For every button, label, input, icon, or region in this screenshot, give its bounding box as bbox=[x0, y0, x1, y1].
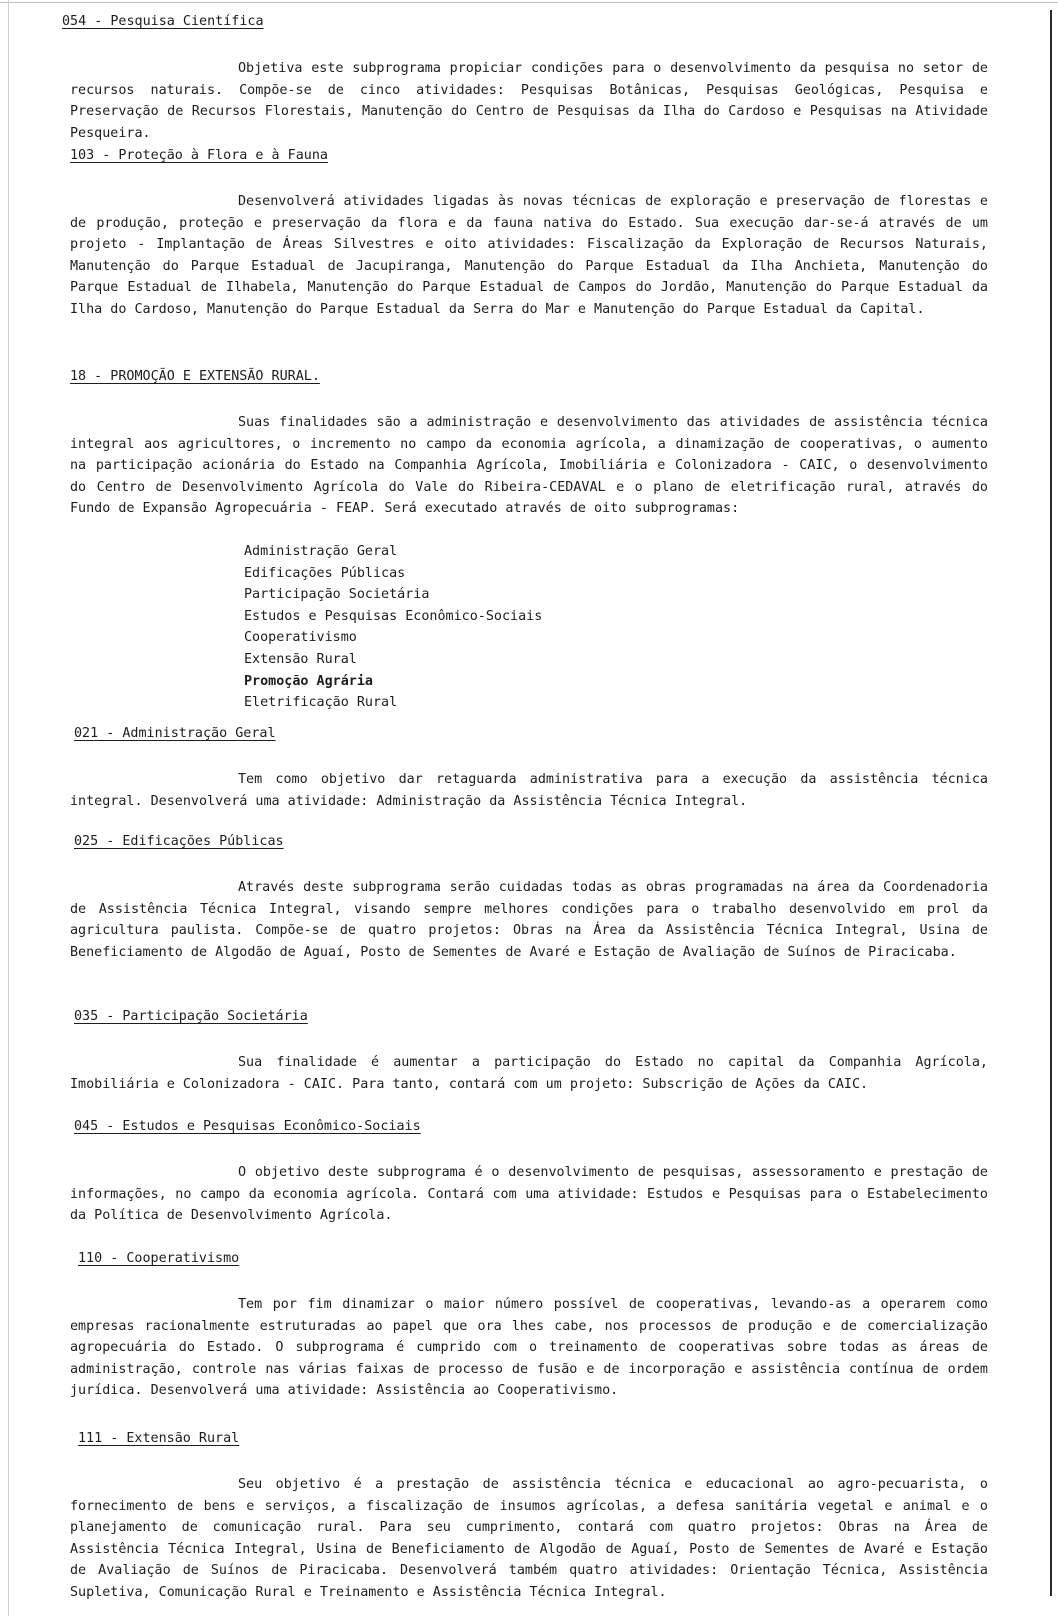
top-border-line bbox=[0, 2, 1058, 3]
section-heading-035: 035 - Participação Societária bbox=[74, 1009, 308, 1024]
section-heading-045: 045 - Estudos e Pesquisas Econômico-Sociais bbox=[74, 1119, 421, 1134]
section-heading-054: 054 - Pesquisa Científica bbox=[62, 14, 264, 29]
section-heading-021: 021 - Administração Geral bbox=[74, 726, 276, 741]
section-heading-103: 103 - Proteção à Flora e à Fauna bbox=[70, 148, 328, 163]
list-item: Cooperativismo bbox=[244, 630, 357, 646]
section-heading-111: 111 - Extensão Rural bbox=[78, 1431, 240, 1446]
section-text-025: Através deste subprograma serão cuidadas todas as obras programadas na área da Coordenadoria de Assistência Técnica Integral, visando sempre melhores condições para o trabalho desenvolvido em prol da agricultura paulista. Compõe-se de quatro projetos: Obras na Área da Assistência Técnica Integral, Usina de Beneficiamento de Algodão de Aguaí, Posto de Sementes de Avaré e Estação de Avaliação de Suínos de Piracicaba. bbox=[70, 880, 988, 960]
section-heading-110: 110 - Cooperativismo bbox=[78, 1251, 240, 1266]
left-border-line bbox=[8, 0, 9, 1616]
section-text-054: Objetiva este subprograma propiciar condições para o desenvolvimento da pesquisa no setor de recursos naturais. Compõe-se de cinco atividades: Pesquisas Botânicas, Pesquisas Geológicas, Pesquisa e Preservação de Recursos Florestais, Manutenção do Centro de Pesquisas da Ilha do Cardoso e Pesquisas na Atividade Pesqueira. bbox=[70, 61, 988, 141]
subprogram-list bbox=[244, 541, 542, 714]
section-text-110: Tem por fim dinamizar o maior número possível de cooperativas, levando-as a operarem como empresas racionalmente estruturadas ao papel que ora lhes cabe, nos processos de produção e de comercialização agropecuária do Estado. O subprograma é cumprido com o treinamento de cooperativas sobre todas as áreas de administração, controle nas várias faixas de processo de fusão e de incorporação e assistência contínua de ordem jurídica. Desenvolverá uma atividade: Assistência ao Cooperativismo. bbox=[70, 1297, 988, 1399]
list-item: Eletrificação Rural bbox=[244, 695, 398, 711]
section-text-021: Tem como objetivo dar retaguarda administrativa para a execução da assistência técnica integral. Desenvolverá uma atividade: Administração da Assistência Técnica Integral. bbox=[70, 772, 988, 809]
section-text-18: Suas finalidades são a administração e desenvolvimento das atividades de assistência técnica integral aos agricultores, o incremento no campo da economia agrícola, a dinamização de cooperativas, o aumento na participação acionária do Estado na Companhia Agrícola, Imobiliária e Colonizadora - CAIC, o desenvolvimento do Centro de Desenvolvimento Agrícola do Vale do Ribeira-CEDAVAL e o plano de eletrificação rural, através do Fundo de Expansão Agropecuária - FEAP. Será executado através de oito subprogramas: bbox=[70, 415, 988, 517]
list-item: Promoção Agrária bbox=[244, 673, 373, 689]
list-item: Estudos e Pesquisas Econômico-Sociais bbox=[244, 608, 543, 624]
section-text-103: Desenvolverá atividades ligadas às novas técnicas de exploração e preservação de florestas e de produção, proteção e preservação da flora e da fauna nativa do Estado. Sua execução dar-se-á através de um projeto - Implantação de Áreas Silvestres e oito atividades: Fiscalização da Exploração de Recursos Naturais, Manutenção do Parque Estadual de Jacupiranga, Manutenção do Parque Estadual da Ilha Anchieta, Manutenção do Parque Estadual de Ilhabela, Manutenção do Parque Estadual de Campos do Jordão, Manutenção do Parque Estadual da Ilha do Cardoso, Manutenção do Parque Estadual da Serra do Mar e Manutenção do Parque Estadual da Capital. bbox=[70, 194, 988, 317]
section-heading-025: 025 - Edificações Públicas bbox=[74, 834, 284, 849]
list-item: Participação Societária bbox=[244, 587, 430, 603]
list-item: Edificações Públicas bbox=[244, 565, 406, 581]
section-text-035: Sua finalidade é aumentar a participação do Estado no capital da Companhia Agrícola, Imobiliária e Colonizadora - CAIC. Para tanto, contará com um projeto: Subscrição de Ações da CAIC. bbox=[70, 1055, 988, 1092]
right-border-line bbox=[1050, 10, 1052, 1596]
section-heading-18: 18 - PROMOÇÃO E EXTENSÃO RURAL. bbox=[70, 369, 320, 384]
section-text-045: O objetivo deste subprograma é o desenvolvimento de pesquisas, assessoramento e prestação de informações, no campo da economia agrícola. Contará com uma atividade: Estudos e Pesquisas para o Estabelecimento da Política de Desenvolvimento Agrícola. bbox=[70, 1165, 988, 1224]
list-item: Extensão Rural bbox=[244, 651, 357, 667]
list-item: Administração Geral bbox=[244, 544, 398, 559]
section-text-111: Seu objetivo é a prestação de assistência técnica e educacional ao agro-pecuarista, o fornecimento de bens e serviços, a fiscalização de insumos agrícolas, a defesa sanitária vegetal e animal e o planejamento de comunicação rural. Para seu cumprimento, contará com quatro projetos: Obras na Área de Assistência Técnica Integral, Usina de Beneficiamento de Algodão de Aguaí, Posto de Sementes de Avaré e Estação de Avaliação de Suínos de Piracicaba. Desenvolverá também quatro atividades: Orientação Técnica, Assistência Supletiva, Comunicação Rural e Treinamento e Assistência Técnica Integral. bbox=[70, 1477, 988, 1600]
